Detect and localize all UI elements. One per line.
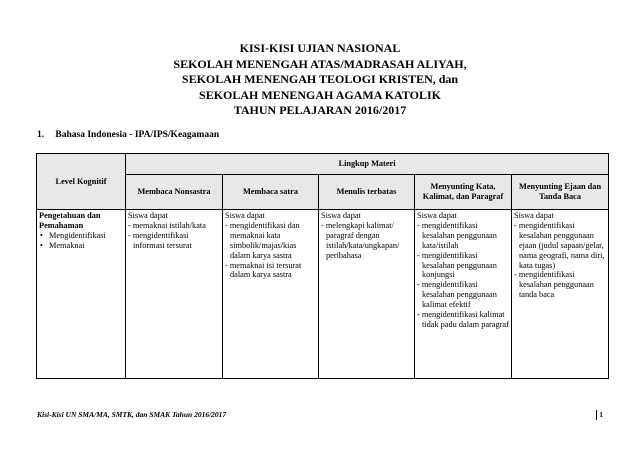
title-line: SEKOLAH MENENGAH ATAS/MADRASAH ALIYAH, — [173, 56, 467, 71]
page-number — [596, 410, 603, 420]
kisi-kisi-table — [36, 153, 609, 379]
footer-text: Kisi-Kisi UN SMA/MA, SMTK, dan SMAK Tahun 2016/2017 — [37, 410, 227, 419]
cell-item: - mengidentifikasi kesalahan penggunaan konjungsi — [417, 250, 497, 280]
material-cell — [512, 210, 609, 379]
cell-item: - melengkapi kalimat/ paragraf dengan istilah/kata/ungkapan/ peribahasa — [321, 220, 400, 260]
document-title — [0, 41, 640, 119]
cell-item: - mengidentifikasi kesalahan penggunaan ejaan (judul sapaan/gelar, nama geografi, nama diri, kata tugas) — [514, 220, 605, 270]
page-number-value: 1 — [599, 410, 603, 419]
cell-item: - mengidentifikasi kesalahan penggunaan kata/istilah — [417, 220, 497, 250]
title-line: KISI-KISI UJIAN NASIONAL — [239, 41, 401, 55]
level-title: Pengetahuan dan Pemahaman — [39, 211, 101, 230]
cell-intro: Siswa dapat — [225, 211, 265, 220]
column-header: Menyunting Kata, Kalimat, dan Paragraf — [415, 175, 512, 210]
cell-item: - memaknai isi tersurat dalam karya sastra — [225, 260, 302, 280]
section-heading — [37, 130, 219, 140]
level-item: • Mengidentifikasi — [49, 231, 123, 241]
level-cell — [37, 210, 126, 379]
level-item: • Memaknai — [49, 241, 123, 251]
cell-intro: Siswa dapat — [128, 211, 168, 220]
material-cell — [223, 210, 319, 379]
cell-item: - mengidentifikasi kesalahan penggunaan kalimat efektif — [417, 280, 497, 310]
lingkup-header: Lingkup Materi — [126, 154, 609, 175]
material-cell — [319, 210, 415, 379]
column-header: Membaca Nonsastra — [126, 175, 223, 210]
column-header: Menyunting Ejaan dan Tanda Baca — [512, 175, 609, 210]
title-line: SEKOLAH MENENGAH TEOLOGI KRISTEN, dan — [181, 72, 459, 86]
page-footer — [37, 410, 603, 419]
cell-item: - memaknai istilah/kata — [128, 220, 206, 230]
material-cell — [415, 210, 512, 379]
material-cell — [126, 210, 223, 379]
cell-item: - mengidentifikasi informasi tersurat — [128, 230, 192, 250]
title-line: SEKOLAH MENENGAH AGAMA KATOLIK — [199, 87, 441, 102]
section-number: 1. — [37, 130, 45, 140]
cell-intro: Siswa dapat — [417, 211, 457, 220]
cell-item: - mengidentifikasi dan memaknai kata simbolik/majas/kias dalam karya sastra — [225, 220, 300, 260]
divider — [596, 410, 597, 420]
column-header: Membaca satra — [223, 175, 319, 210]
table-row — [37, 210, 609, 379]
cell-intro: Siswa dapat — [321, 211, 361, 220]
title-line: TAHUN PELAJARAN 2016/2017 — [233, 103, 407, 117]
level-header: Level Kognitif — [37, 154, 126, 210]
cell-intro: Siswa dapat — [514, 211, 554, 220]
column-header: Menulis terbatas — [319, 175, 415, 210]
cell-item: - mengidentifikasi kesalahan penggunaan tanda baca — [514, 270, 594, 300]
cell-item: - mengidentifikasi kalimat tidak padu dalam paragraf — [417, 310, 509, 329]
section-label: Bahasa Indonesia - IPA/IPS/Keagamaan — [55, 130, 220, 140]
